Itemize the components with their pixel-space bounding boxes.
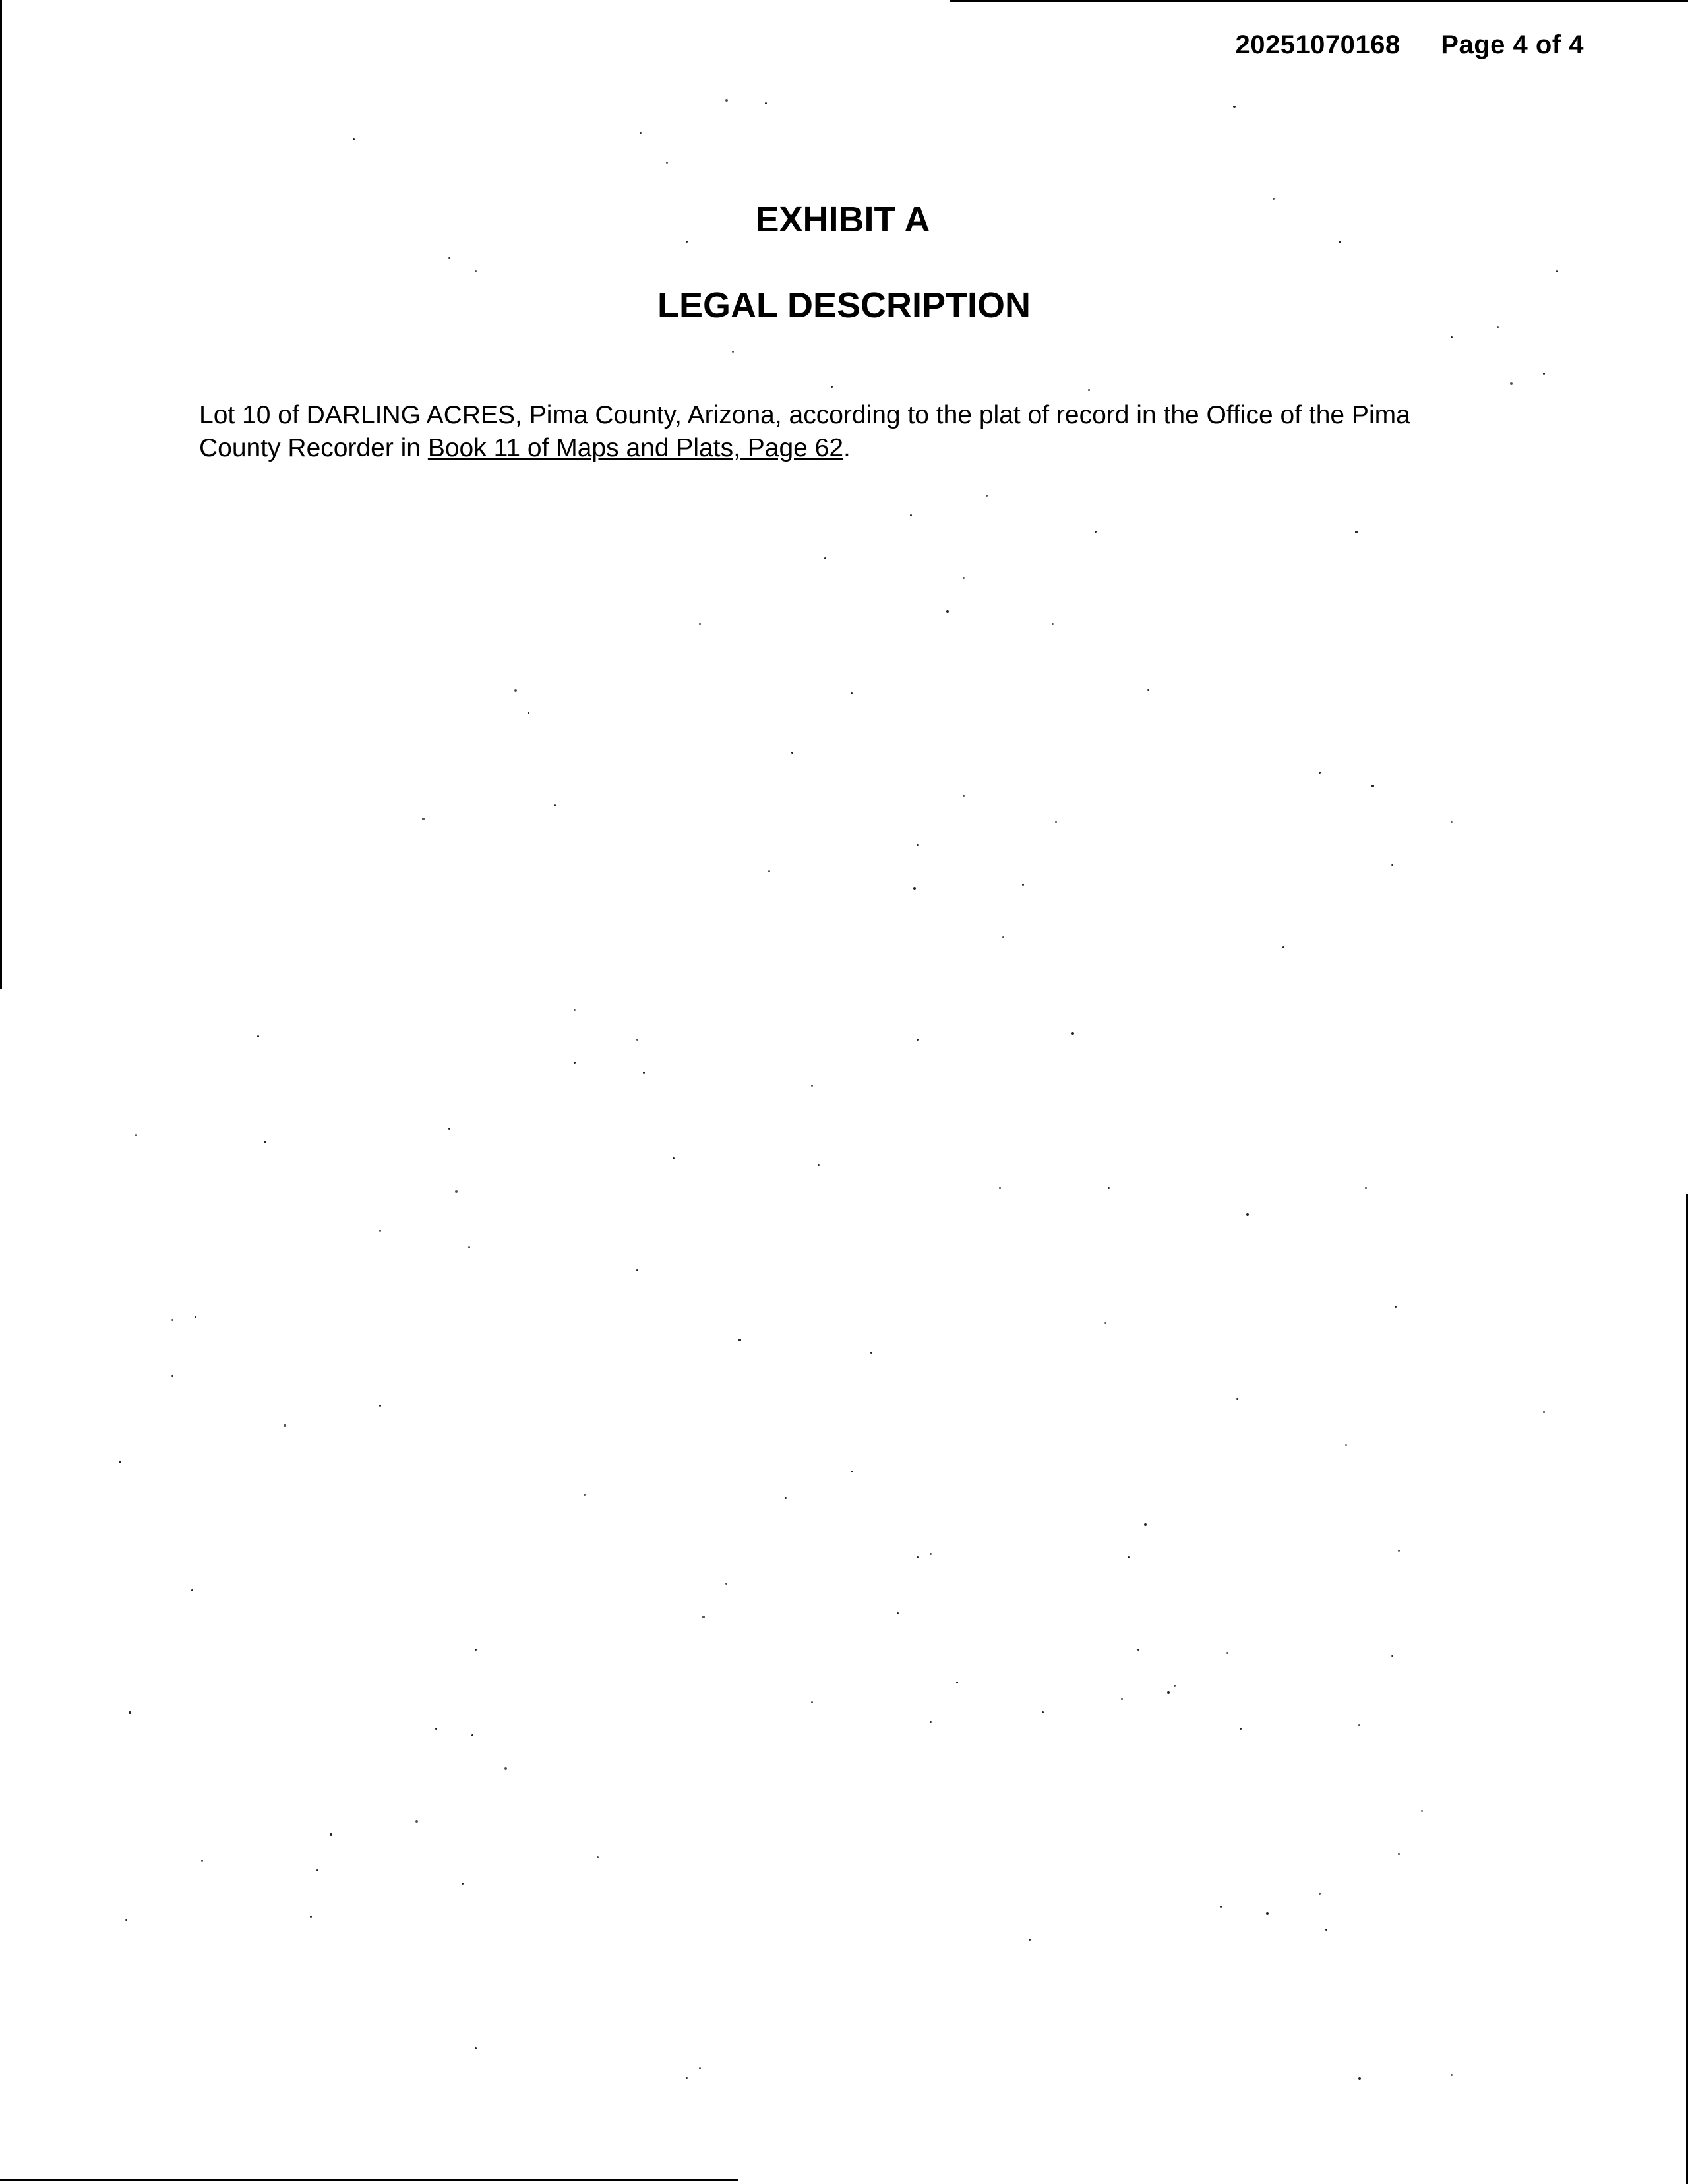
scan-speck [831, 386, 833, 388]
scan-speck [725, 1583, 727, 1585]
scan-speck [201, 1860, 203, 1862]
scan-speck [1543, 1411, 1545, 1413]
scan-speck [471, 1734, 473, 1736]
scan-speck [435, 1728, 437, 1730]
scan-speck [636, 1039, 638, 1041]
document-number: 20251070168 [1235, 30, 1401, 59]
scan-speck [963, 577, 965, 579]
scan-speck [946, 610, 949, 613]
scan-speck [448, 257, 450, 259]
scan-speck [468, 1246, 470, 1248]
scan-speck [930, 1553, 932, 1555]
scan-speck [415, 1820, 418, 1823]
scan-speck [1236, 1398, 1238, 1400]
scan-speck [811, 1085, 813, 1087]
scan-speck [119, 1461, 121, 1463]
scan-speck [1497, 326, 1499, 328]
scan-speck [1029, 1939, 1031, 1941]
scan-speck [1233, 106, 1236, 108]
legal-description-paragraph [199, 399, 1452, 465]
scan-speck [514, 689, 517, 692]
scan-speck [640, 132, 642, 134]
scan-speck [1398, 1853, 1400, 1855]
scan-speck [475, 1649, 477, 1651]
scan-speck [574, 1009, 576, 1011]
scan-speck [851, 692, 853, 694]
scan-speck [316, 1869, 318, 1871]
scan-speck [765, 102, 767, 104]
scan-speck [455, 1190, 458, 1193]
scan-border-left [0, 0, 2, 989]
scan-speck [930, 1721, 932, 1723]
scan-speck [1325, 1929, 1327, 1931]
scan-speck [1391, 1655, 1393, 1657]
scan-speck [851, 1471, 853, 1472]
scan-speck [574, 1062, 576, 1064]
scan-speck [699, 2067, 701, 2069]
scan-speck [310, 1916, 312, 1918]
scan-speck [554, 804, 556, 806]
scan-speck [1421, 1810, 1423, 1812]
scan-speck [379, 1230, 381, 1232]
scan-speck [917, 1556, 919, 1558]
scan-speck [1121, 1698, 1123, 1700]
scan-border-top [950, 0, 1688, 2]
scan-speck [897, 1612, 899, 1614]
scan-speck [1174, 1685, 1176, 1687]
legal-description-period: . [843, 434, 851, 462]
scan-speck [1556, 270, 1558, 272]
scan-speck [1052, 623, 1054, 625]
scan-speck [125, 1919, 127, 1921]
scan-speck [191, 1589, 193, 1591]
scan-speck [257, 1035, 259, 1037]
scan-speck [686, 241, 688, 243]
scan-speck [917, 1039, 919, 1041]
scan-speck [785, 1497, 787, 1499]
scan-speck [1319, 1893, 1321, 1895]
scan-speck [1055, 821, 1057, 823]
page-indicator: Page 4 of 4 [1441, 30, 1584, 59]
scan-speck [462, 1883, 464, 1885]
page-header [1235, 30, 1584, 60]
scan-speck [636, 1269, 638, 1271]
scan-speck [738, 1339, 741, 1341]
scan-speck [870, 1352, 872, 1354]
scan-speck [963, 795, 965, 797]
scan-speck [171, 1375, 173, 1377]
scan-speck [999, 1187, 1001, 1189]
scan-speck [824, 557, 826, 559]
scan-speck [1240, 1728, 1242, 1730]
scan-speck [1220, 1906, 1222, 1908]
scan-speck [1345, 1444, 1347, 1446]
scan-speck [699, 623, 701, 625]
scan-speck [1042, 1711, 1044, 1713]
scan-speck [1246, 1213, 1249, 1216]
scan-speck [811, 1701, 813, 1703]
scan-speck [1391, 864, 1393, 866]
legal-description-title: LEGAL DESCRIPTION [657, 286, 1031, 325]
scan-speck [1266, 1912, 1269, 1915]
scan-speck [1543, 373, 1545, 375]
scan-speck [686, 2077, 688, 2079]
scan-border-bottom [0, 2179, 738, 2181]
scan-speck [1451, 2074, 1453, 2076]
scan-speck [917, 844, 919, 846]
scan-speck [1372, 785, 1374, 787]
scan-speck [1355, 531, 1358, 533]
scan-speck [1144, 1523, 1147, 1526]
scan-speck [1128, 1556, 1130, 1558]
scan-speck [1147, 689, 1149, 691]
scan-speck [1395, 1306, 1397, 1308]
scan-speck [1273, 198, 1275, 200]
scan-speck [1451, 336, 1453, 338]
scan-speck [986, 495, 988, 497]
scan-speck [956, 1682, 958, 1684]
scan-speck [1358, 2077, 1361, 2080]
scan-speck [1282, 946, 1284, 948]
scan-speck [791, 752, 793, 754]
scan-speck [448, 1128, 450, 1130]
scan-speck [504, 1767, 507, 1770]
scan-speck [666, 162, 668, 164]
scan-speck [597, 1856, 599, 1858]
scan-speck [1358, 1724, 1360, 1726]
scan-speck [353, 138, 355, 140]
plat-reference: Book 11 of Maps and Plats, Page 62 [427, 434, 844, 462]
scan-speck [1022, 884, 1024, 886]
scan-speck [171, 1319, 173, 1321]
scan-speck [1137, 1649, 1139, 1651]
scan-speck [1088, 389, 1090, 391]
scan-speck [129, 1711, 131, 1714]
scan-speck [135, 1134, 137, 1136]
legal-description-text: Lot 10 of DARLING ACRES, Pima County, Arizona, according to the plat of record in the Office of the Pima County Recorder in [199, 401, 1410, 462]
scan-speck [330, 1833, 332, 1836]
scan-speck [1339, 241, 1341, 243]
scan-speck [768, 870, 770, 872]
scan-speck [1226, 1652, 1228, 1654]
scan-speck [379, 1405, 381, 1407]
scan-speck [702, 1616, 705, 1618]
scan-speck [1071, 1032, 1074, 1035]
scan-speck [1108, 1187, 1110, 1189]
scan-speck [643, 1072, 645, 1074]
scan-speck [1451, 821, 1453, 823]
scan-speck [475, 2048, 477, 2049]
scan-speck [818, 1164, 820, 1166]
scan-speck [1510, 382, 1513, 385]
exhibit-title: EXHIBIT A [755, 200, 930, 239]
scan-speck [284, 1424, 286, 1427]
scan-speck [584, 1494, 586, 1496]
scan-speck [913, 887, 916, 890]
scan-speck [732, 351, 734, 353]
scan-speck [725, 99, 728, 102]
scan-speck [1002, 936, 1004, 938]
scan-speck [1398, 1550, 1400, 1552]
scan-speck [528, 712, 529, 714]
scan-speck [1167, 1691, 1170, 1694]
scan-speck [264, 1141, 266, 1143]
scan-speck [195, 1316, 196, 1318]
scan-speck [1319, 772, 1321, 774]
scan-speck [475, 270, 477, 272]
scan-speck [1095, 531, 1097, 533]
scan-speck [1365, 1187, 1367, 1189]
scan-speck [910, 514, 912, 516]
scan-speck [673, 1157, 675, 1159]
scan-speck [1104, 1322, 1106, 1324]
scan-speck [422, 818, 425, 820]
